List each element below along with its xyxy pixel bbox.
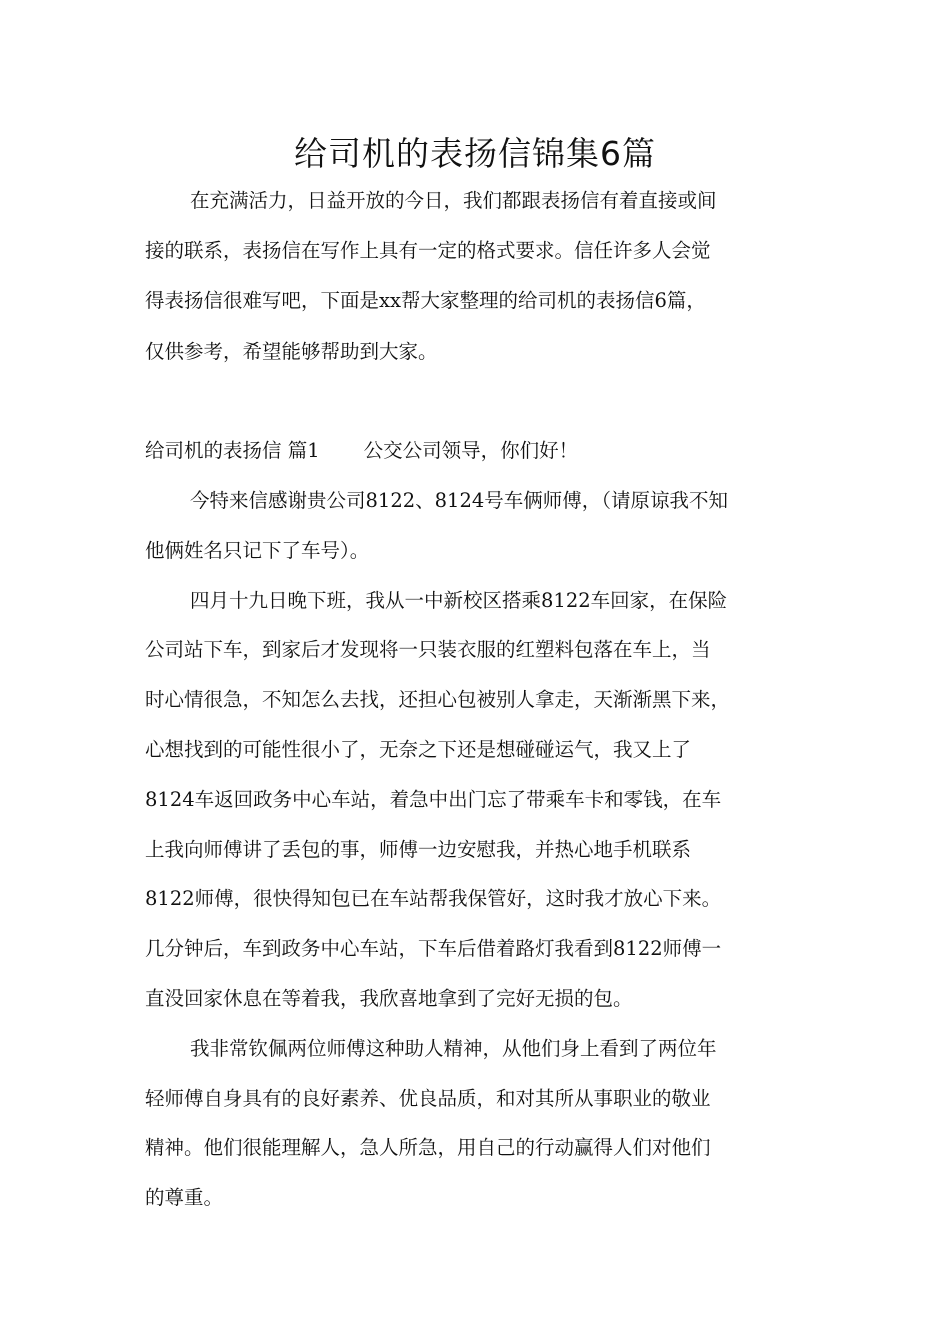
- body-line: 上我向师傅讲了丢包的事，师傅一边安慰我，并热心地手机联系: [145, 838, 692, 861]
- salutation: 公交公司领导，你们好！: [363, 439, 579, 462]
- body-line: 轻师傅自身具有的良好素养、优良品质，和对其所从事职业的敬业: [145, 1087, 711, 1110]
- body-line: 几分钟后，车到政务中心车站，下车后借着路灯我看到8122师傅一: [145, 937, 722, 960]
- body-line: 8122师傅，很快得知包已在车站帮我保管好，这时我才放心下来。: [145, 887, 722, 910]
- section-heading-line: [145, 437, 578, 465]
- intro-line: 仅供参考，希望能够帮助到大家。: [145, 340, 438, 363]
- intro-line: 得表扬信很难写吧，下面是xx帮大家整理的给司机的表扬信6篇，: [145, 289, 706, 312]
- body-line: 公司站下车，到家后才发现将一只装衣服的红塑料包落在车上，当: [145, 638, 711, 661]
- body-line: 我非常钦佩两位师傅这种助人精神，从他们身上看到了两位年: [190, 1037, 717, 1060]
- intro-line: 在充满活力，日益开放的今日，我们都跟表扬信有着直接或间: [190, 189, 717, 212]
- section-heading: 给司机的表扬信 篇1: [145, 439, 320, 462]
- body-line: 心想找到的可能性很小了，无奈之下还是想碰碰运气，我又上了: [145, 738, 692, 761]
- body-line: 直没回家休息在等着我，我欣喜地拿到了完好无损的包。: [145, 987, 633, 1010]
- body-line: 的尊重。: [145, 1186, 224, 1209]
- body-line: 四月十九日晚下班，我从一中新校区搭乘8122车回家，在保险: [190, 589, 728, 612]
- body-line: 今特来信感谢贵公司8122、8124号车俩师傅，（请原谅我不知: [190, 489, 729, 512]
- intro-line: 接的联系，表扬信在写作上具有一定的格式要求。信任许多人会觉: [145, 239, 711, 262]
- body-line: 精神。他们很能理解人，急人所急，用自己的行动赢得人们对他们: [145, 1136, 711, 1159]
- body-line: 他俩姓名只记下了车号）。: [145, 539, 370, 562]
- body-line: 8124车返回政务中心车站，着急中出门忘了带乘车卡和零钱，在车: [145, 788, 722, 811]
- document-title: 给司机的表扬信锦集6篇: [294, 134, 656, 173]
- body-line: 时心情很急，不知怎么去找，还担心包被别人拿走，天渐渐黑下来，: [145, 688, 731, 711]
